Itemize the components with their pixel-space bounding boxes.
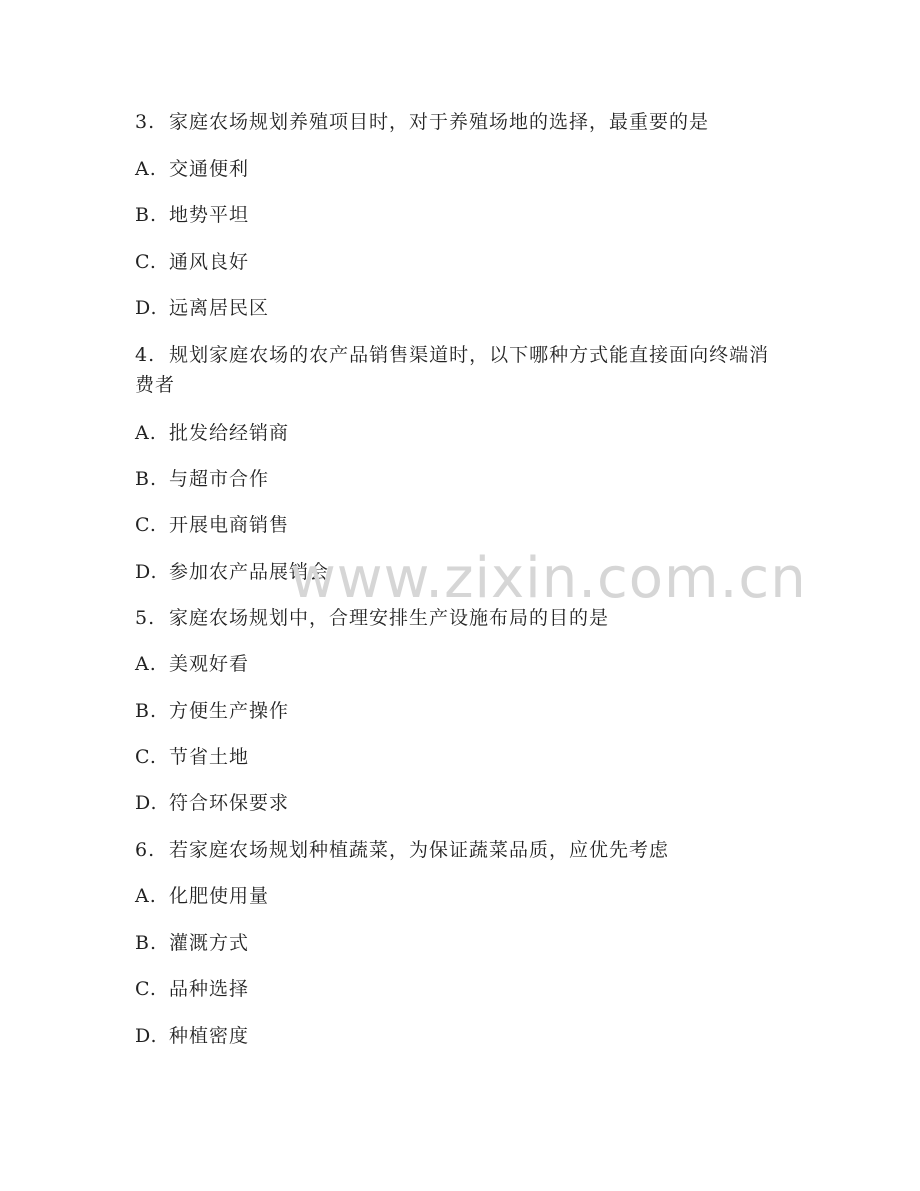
option-text: 通风良好: [169, 251, 250, 273]
question-number: 6.: [135, 839, 156, 861]
option-text: 品种选择: [169, 978, 250, 1000]
option-label: B.: [135, 700, 158, 722]
option-text: 灌溉方式: [169, 932, 250, 954]
question-text: 若家庭农场规划种植蔬菜，为保证蔬菜品质，应优先考虑: [169, 839, 670, 861]
option-5d: [135, 791, 785, 815]
question-5-stem: [135, 606, 785, 630]
option-label: A.: [135, 158, 157, 180]
option-label: B.: [135, 204, 158, 226]
option-label: C.: [135, 746, 157, 768]
question-3-stem: [135, 110, 785, 134]
option-text: 开展电商销售: [169, 514, 290, 536]
watermark: www.zixin.com.cn: [290, 546, 807, 611]
option-text: 节省土地: [169, 746, 250, 768]
option-6a: [135, 884, 785, 908]
option-text: 批发给经销商: [169, 422, 290, 444]
option-6b: [135, 931, 785, 955]
option-5b: [135, 699, 785, 723]
option-label: A.: [135, 653, 157, 675]
option-label: C.: [135, 251, 157, 273]
question-text: 家庭农场规划中，合理安排生产设施布局的目的是: [169, 607, 610, 629]
option-label: B.: [135, 932, 158, 954]
option-label: D.: [135, 792, 158, 814]
option-label: A.: [135, 885, 157, 907]
question-number: 4.: [135, 344, 156, 366]
option-6d: [135, 1024, 785, 1048]
option-label: A.: [135, 422, 157, 444]
question-text: 家庭农场规划养殖项目时，对于养殖场地的选择，最重要的是: [169, 111, 710, 133]
option-text: 地势平坦: [169, 204, 250, 226]
option-text: 交通便利: [169, 158, 250, 180]
option-4a: [135, 421, 785, 445]
option-3c: [135, 250, 785, 274]
option-4c: [135, 513, 785, 537]
option-4b: [135, 467, 785, 491]
option-text: 符合环保要求: [169, 792, 290, 814]
option-label: D.: [135, 297, 158, 319]
option-text: 与超市合作: [169, 468, 270, 490]
question-4-stem: [135, 340, 785, 400]
option-3a: [135, 157, 785, 181]
option-5c: [135, 745, 785, 769]
question-number: 5.: [135, 607, 156, 629]
question-text: 规划家庭农场的农产品销售渠道时，以下哪种方式能直接面向终端消费者: [135, 344, 770, 396]
option-3b: [135, 203, 785, 227]
option-label: D.: [135, 1025, 158, 1047]
option-text: 远离居民区: [169, 297, 270, 319]
option-text: 化肥使用量: [169, 885, 270, 907]
option-6c: [135, 977, 785, 1001]
option-label: B.: [135, 468, 158, 490]
option-label: D.: [135, 561, 158, 583]
question-6-stem: [135, 838, 785, 862]
option-text: 方便生产操作: [169, 700, 290, 722]
option-text: 美观好看: [169, 653, 250, 675]
option-5a: [135, 652, 785, 676]
option-4d: [135, 560, 785, 584]
option-label: C.: [135, 978, 157, 1000]
question-number: 3.: [135, 111, 156, 133]
option-text: 种植密度: [169, 1025, 250, 1047]
option-3d: [135, 296, 785, 320]
option-text: 参加农产品展销会: [169, 561, 330, 583]
option-label: C.: [135, 514, 157, 536]
